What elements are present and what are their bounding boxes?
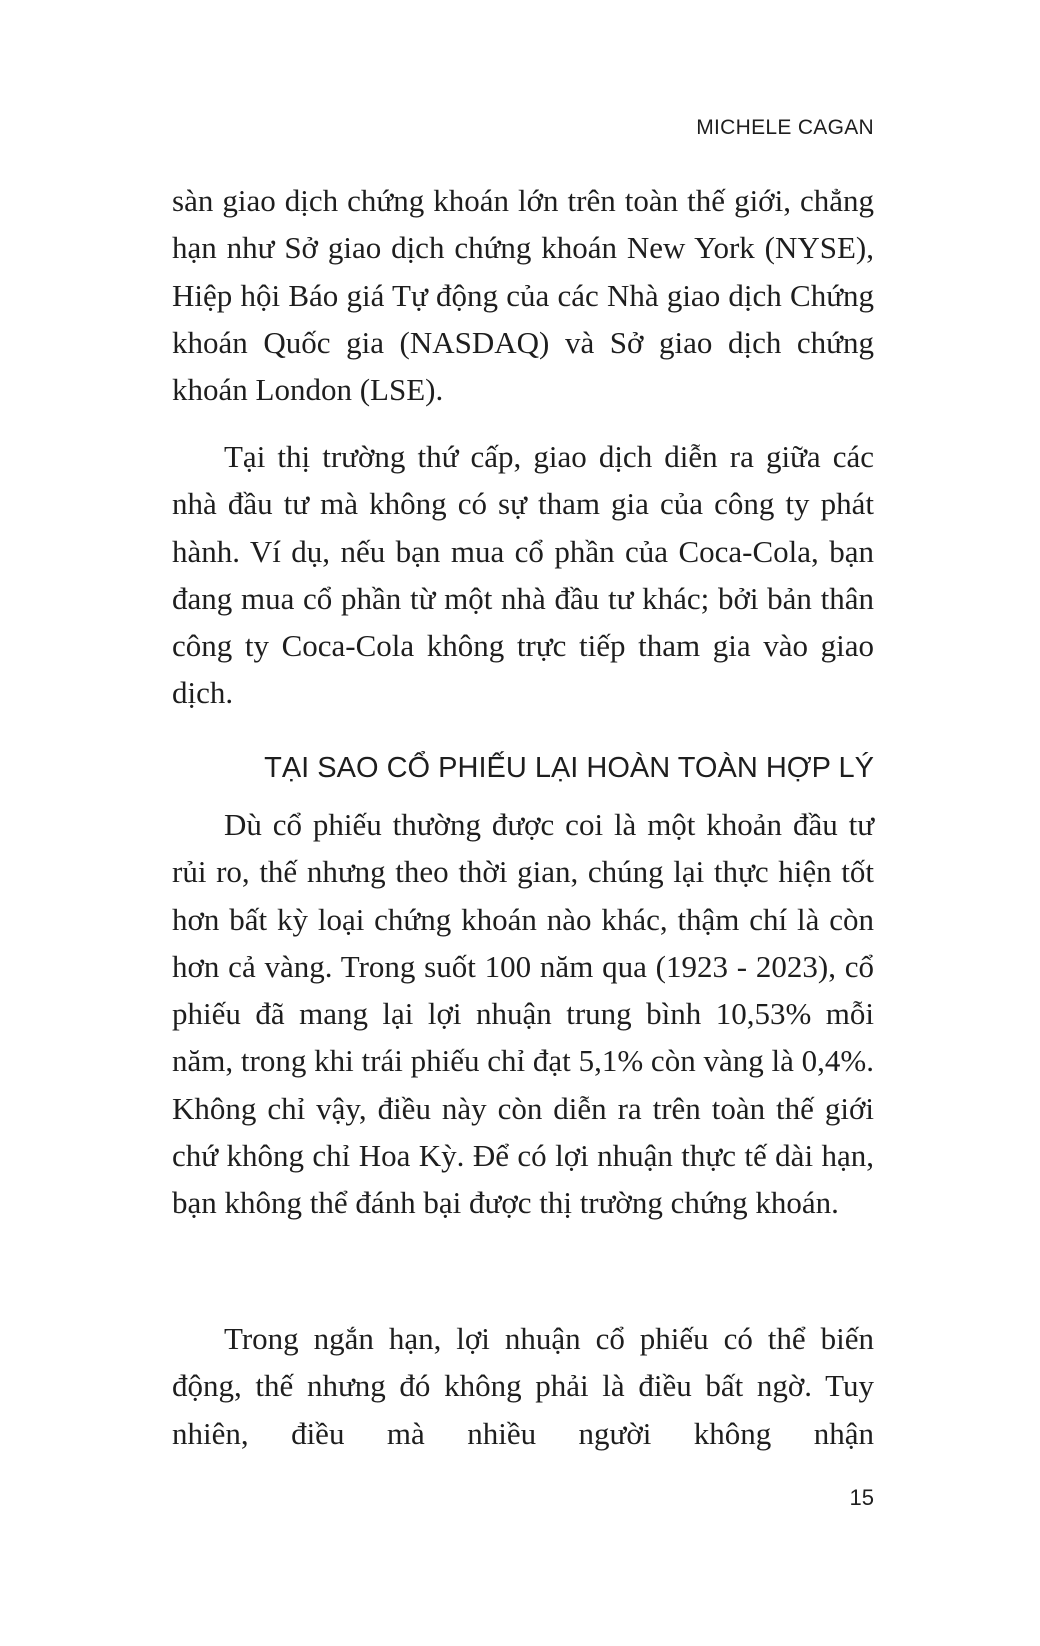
paragraph-3: Dù cổ phiếu thường được coi là một khoản đầu tư rủi ro, thế nhưng theo thời gian, chúng lại thực hiện tốt hơn bất kỳ loại chứng khoán nào khác, thậm chí là còn hơn cả vàng. Trong suốt 100 năm qua (1923 - 2023), cổ phiếu đã mang lại lợi nhuận trung bình 10,53% mỗi năm, trong khi trái phiếu chỉ đạt 5,1% còn vàng là 0,4%. Không chỉ vậy, điều này còn diễn ra trên toàn thế giới chứ không chỉ Hoa Kỳ. Để có lợi nhuận thực tế dài hạn, bạn không thể đánh bại được thị trường chứng khoán.: [172, 807, 874, 1221]
paragraph-1: sàn giao dịch chứng khoán lớn trên toàn thế giới, chẳng hạn như Sở giao dịch chứng khoán New York (NYSE), Hiệp hội Báo giá Tự động của các Nhà giao dịch Chứng khoán Quốc gia (NASDAQ) và Sở giao dịch chứng khoán London (LSE).: [172, 183, 874, 408]
paragraph-2: Tại thị trường thứ cấp, giao dịch diễn ra giữa các nhà đầu tư mà không có sự tham gia của công ty phát hành. Ví dụ, nếu bạn mua cổ phần của Coca-Cola, bạn đang mua cổ phần từ một nhà đầu tư khác; bởi bản thân công ty Coca-Cola không trực tiếp tham gia vào giao dịch.: [172, 439, 874, 711]
paragraph-4: Trong ngắn hạn, lợi nhuận cổ phiếu có thể biến động, thế nhưng đó không phải là điều bất ngờ. Tuy nhiên, điều mà nhiều người không nhận: [172, 1321, 874, 1451]
page-number: 15: [849, 1485, 874, 1510]
running-head: MICHELE CAGAN: [696, 116, 874, 139]
section-heading: TẠI SAO CỔ PHIẾU LẠI HOÀN TOÀN HỢP LÝ: [264, 752, 874, 784]
